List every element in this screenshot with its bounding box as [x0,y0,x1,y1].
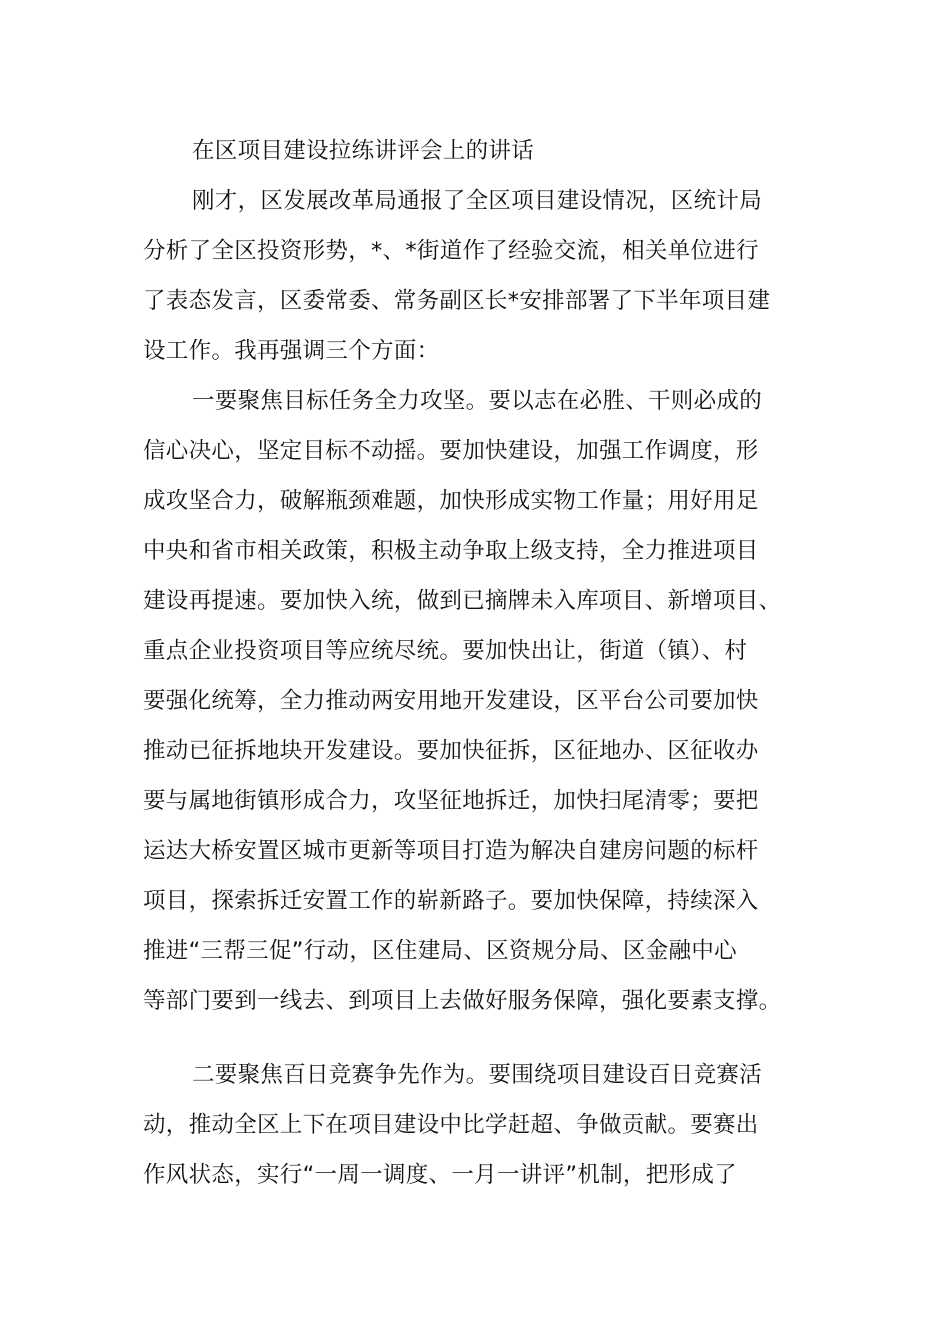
text-line: 中央和省市相关政策，积极主动争取上级支持，全力推进项目 [143,538,759,564]
text-line: 推进“三帮三促”行动，区住建局、区资规分局、区金融中心 [143,938,737,964]
text-line: 要强化统筹，全力推动两安用地开发建设，区平台公司要加快 [143,688,759,714]
text-line: 等部门要到一线去、到项目上去做好服务保障，强化要素支撑。 [143,988,782,1014]
text-line: 要与属地街镇形成合力，攻坚征地拆迁，加快扫尾清零；要把 [143,788,759,814]
text-line: 一要聚焦目标任务全力攻坚。要以志在必胜、干则必成的 [192,388,763,414]
text-line: 项目，探索拆迁安置工作的崭新路子。要加快保障，持续深入 [143,888,759,914]
text-line: 动，推动全区上下在项目建设中比学赶超、争做贡献。要赛出 [143,1112,759,1138]
text-line: 运达大桥安置区城市更新等项目打造为解决自建房问题的标杆 [143,838,759,864]
text-line: 成攻坚合力，破解瓶颈难题，加快形成实物工作量；用好用足 [143,488,759,514]
text-line: 作风状态，实行“一周一调度、一月一讲评”机制，把形成了 [143,1162,737,1188]
text-line: 了表态发言，区委常委、常务副区长*安排部署了下半年项目建 [143,288,771,314]
text-line: 刚才，区发展改革局通报了全区项目建设情况，区统计局 [192,188,763,214]
text-line: 设工作。我再强调三个方面： [143,338,440,364]
text-line: 分析了全区投资形势，*、*街道作了经验交流，相关单位进行 [143,238,759,264]
document-title: 在区项目建设拉练讲评会上的讲话 [192,138,535,164]
text-line: 重点企业投资项目等应统尽统。要加快出让，街道（镇）、村 [143,638,748,664]
text-line: 推动已征拆地块开发建设。要加快征拆，区征地办、区征收办 [143,738,759,764]
text-line: 建设再提速。要加快入统，做到已摘牌未入库项目、新增项目、 [143,588,782,614]
text-line: 二要聚焦百日竞赛争先作为。要围绕项目建设百日竞赛活 [192,1062,763,1088]
text-line: 信心决心，坚定目标不动摇。要加快建设，加强工作调度，形 [143,438,759,464]
